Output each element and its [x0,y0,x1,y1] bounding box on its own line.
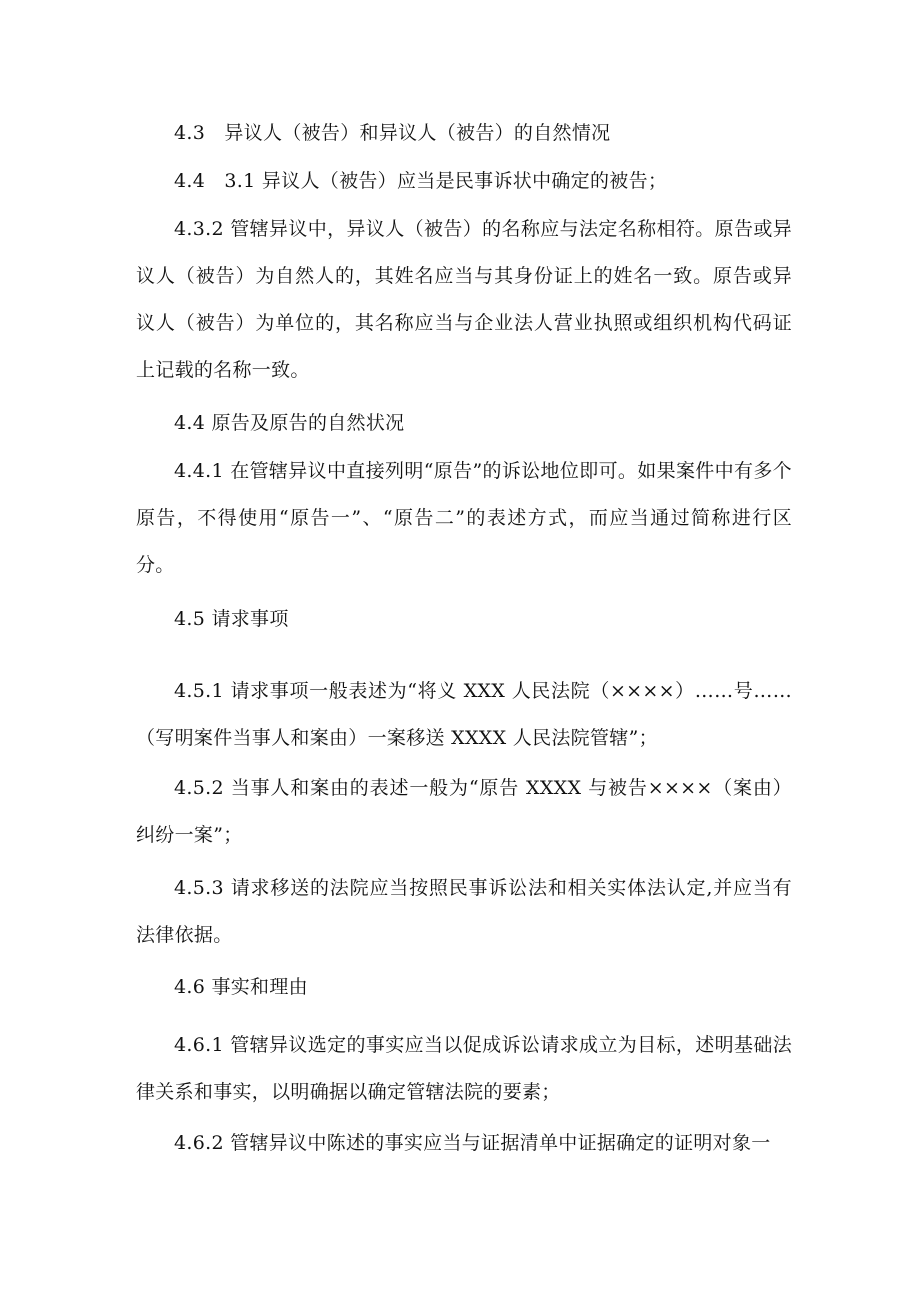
section-heading-4-5: 4.5 请求事项 [174,608,289,630]
paragraph-4-5-3: 4.5.3 请求移送的法院应当按照民事诉讼法和相关实体法认定,并应当有法律依据。 [136,877,792,946]
paragraph-4-5-2: 4.5.2 当事人和案由的表述一般为“原告 XXXX 与被告××××（案由）纠纷一案”； [136,777,792,846]
section-heading-4-3: 4.3 异议人（被告）和异议人（被告）的自然情况 [174,122,611,144]
paragraph-4-5-1: 4.5.1 请求事项一般表述为“将义 XXX 人民法院（××××）……号……（写明案件当事人和案由）一案移送 XXXX 人民法院管辖”； [136,680,792,749]
paragraph-4-6-1: 4.6.1 管辖异议选定的事实应当以促成诉讼请求成立为目标，述明基础法律关系和事实，以明确据以确定管辖法院的要素； [136,1034,792,1103]
paragraph-4-6-2: 4.6.2 管辖异议中陈述的事实应当与证据清单中证据确定的证明对象一 [174,1132,771,1154]
paragraph-4-4-3-1: 4.4 3.1 异议人（被告）应当是民事诉状中确定的被告； [174,170,668,192]
section-heading-4-6: 4.6 事实和理由 [174,976,308,998]
paragraph-4-3-2: 4.3.2 管辖异议中，异议人（被告）的名称应与法定名称相符。原告或异议人（被告）为自然人的，其姓名应当与其身份证上的姓名一致。原告或异议人（被告）为单位的，其名称应当与企业法人营业执照或组织机构代码证上记载的名称一致。 [136,218,792,381]
paragraph-4-4-1: 4.4.1 在管辖异议中直接列明“原告”的诉讼地位即可。如果案件中有多个原告，不得使用“原告一”、“原告二”的表述方式，而应当通过简称进行区分。 [136,460,792,576]
section-heading-4-4: 4.4 原告及原告的自然状况 [174,412,405,434]
